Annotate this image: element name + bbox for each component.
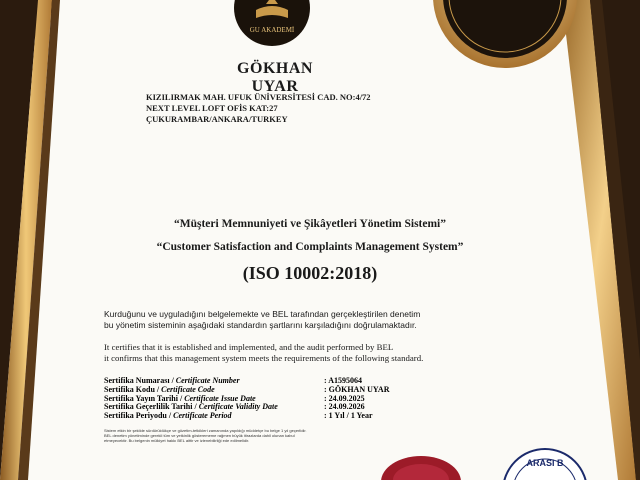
address-line: KIZILIRMAK MAH. UFUK ÜNİVERSİTESİ CAD. NO:4/72 <box>146 92 371 102</box>
left-decorative-border <box>0 0 120 480</box>
detail-row-validity-date: Sertifika Geçerlilik Tarihi / Certificate Validity Date : 24.09.2026 <box>104 402 365 412</box>
detail-value: : 24.09.2026 <box>324 402 365 412</box>
standard-title-en: “Customer Satisfaction and Complaints Management System” <box>156 241 464 253</box>
detail-label-en: Certificate Issue Date <box>184 393 256 403</box>
statement-tr <box>104 309 504 330</box>
detail-label-en: Certificate Code <box>161 384 215 394</box>
detail-row-number: Sertifika Numarası / Certificate Number : A1595064 <box>104 376 362 385</box>
address-line: ÇUKURAMBAR/ANKARA/TURKEY <box>146 114 288 124</box>
footnote-line: etmeyecektir. Bu belgenin mülkiyet hakkı BEL aittir ve izlenebilirliği ede edilmelidir. <box>104 438 250 443</box>
detail-value: : A1595064 <box>324 376 362 385</box>
address-line: NEXT LEVEL LOFT OFİS KAT:27 <box>146 103 278 113</box>
detail-row-issue-date: Sertifika Yayın Tarihi / Certificate Issue Date : 24.09.2025 <box>104 393 365 403</box>
detail-label-tr: Sertifika Numarası <box>104 376 170 385</box>
standard-code: (ISO 10002:2018) <box>242 263 378 283</box>
footnote-line: Sistem etkin bir şekilde sürdürüldükçe ve gözetim-tetkikleri zamanında yapıldığı müddetçe bu belge 1 yıl geçerlidir. <box>104 428 307 433</box>
statement-line: It certifies that it is established and implemented, and the audit performed by BEL <box>104 342 394 352</box>
stamp-text: ARASI B <box>526 458 564 468</box>
statement-line: Kurduğunu ve uyguladığını belgelemekte ve BEL tarafından gerçekleştirilen denetim <box>104 309 421 319</box>
logo-text: GU AKADEMİ <box>249 26 295 34</box>
holder-address <box>146 92 426 125</box>
detail-label-tr: Sertifika Yayın Tarihi <box>104 393 178 403</box>
footnote <box>104 428 384 443</box>
bottom-stamp <box>500 446 590 480</box>
detail-value: : 1 Yıl / 1 Year <box>324 411 373 421</box>
detail-label-en: Certificate Validity Date <box>198 402 278 412</box>
detail-label-tr: Sertifika Kodu <box>104 384 155 394</box>
detail-value: : GÖKHAN UYAR <box>324 384 390 394</box>
detail-label-tr: Sertifika Geçerlilik Tarihi <box>104 402 193 412</box>
gu-akademi-logo <box>232 0 312 46</box>
holder-name: GÖKHAN UYAR <box>237 60 313 95</box>
detail-row-period: Sertifika Periyodu / Certificate Period : 1 Yıl / 1 Year <box>104 411 373 421</box>
right-decorative-border <box>520 0 640 480</box>
statement-line: it confirms that this management system meets the requirements of the following standard. <box>104 352 424 363</box>
certificate-details <box>104 377 424 421</box>
detail-label-en: Certificate Number <box>175 376 240 385</box>
star-seal-top <box>430 0 580 68</box>
detail-row-code: Sertifika Kodu / Certificate Code : GÖKHAN UYAR <box>104 384 390 394</box>
detail-label-tr: Sertifika Periyodu <box>104 411 167 421</box>
detail-value: : 24.09.2025 <box>324 393 365 403</box>
statement-line: bu yönetim sisteminin aşağıdaki standardın şartlarını karşıladığını doğrulamaktadır. <box>104 319 417 330</box>
standard-title-tr: “Müşteri Memnuniyeti ve Şikâyetleri Yönetim Sistemi” <box>173 218 446 230</box>
statement-en <box>104 342 504 363</box>
detail-label-en: Certificate Period <box>173 411 232 421</box>
footnote-line: BEL denetim yönetiminde gerekli tüm ve yetkinlik gösterememe rağmen büyük itirazlarda dahil olunan kabul <box>104 433 295 438</box>
wax-seal <box>378 452 464 480</box>
